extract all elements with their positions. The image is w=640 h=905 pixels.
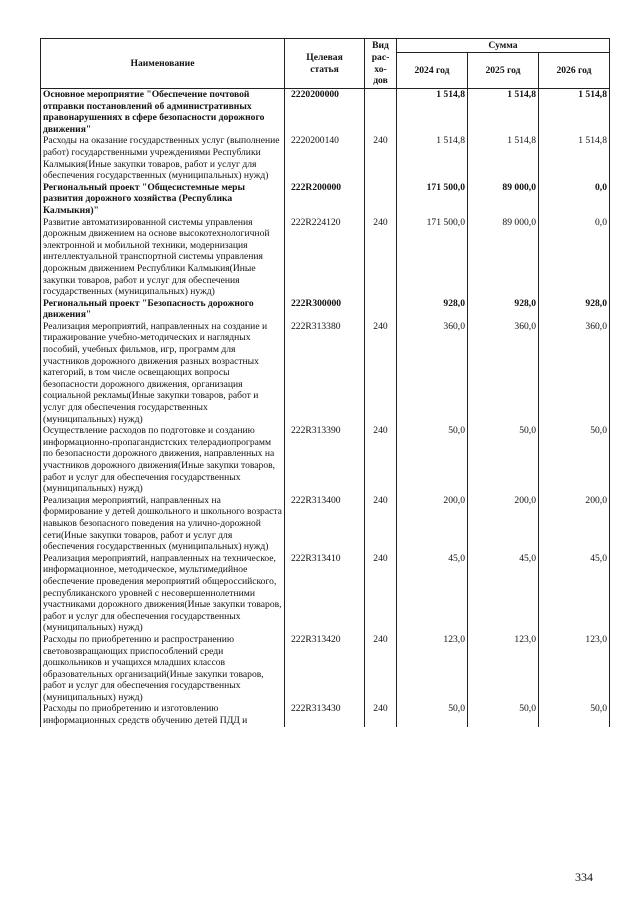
row-target-article: 222R313420 — [285, 634, 365, 704]
table-row — [41, 634, 610, 704]
row-amount-2024: 1 514,8 — [397, 135, 468, 181]
row-name: Развитие автоматизированной системы управления дорожным движением на основе высокотехнологичной электронной и мобильной техники, модернизация интеллектуальной транспортной системы управления дорожным движением Республики Калмыкия(Иные закупки товаров, работ и услуг для обеспечения государственных (муниципальных) нужд) — [41, 217, 285, 298]
row-name: Основное мероприятие "Обеспечение почтовой отправки постановлений об административных правонарушениях в сфере безопасности дорожного движения" — [41, 89, 285, 136]
row-amount-2026: 1 514,8 — [539, 135, 610, 181]
row-expense-kind: 240 — [365, 321, 397, 425]
header-target-line2: статья — [310, 63, 339, 75]
row-expense-kind: 240 — [365, 217, 397, 298]
row-amount-2024: 360,0 — [397, 321, 468, 425]
header-expense-kind — [365, 39, 397, 89]
row-amount-2024: 171 500,0 — [397, 217, 468, 298]
header-target-line1: Целевая — [306, 51, 343, 63]
page-number: 334 — [575, 870, 593, 884]
row-target-article: 2220200140 — [285, 135, 365, 181]
row-expense-kind: 240 — [365, 703, 397, 726]
table-row — [41, 321, 610, 425]
row-target-article: 222R313400 — [285, 495, 365, 553]
header-year-2026: 2026 год — [539, 53, 610, 89]
row-expense-kind: 240 — [365, 553, 397, 634]
header-kind-line1: Вид — [372, 40, 389, 52]
table-row — [41, 553, 610, 634]
row-target-article: 222R313380 — [285, 321, 365, 425]
row-amount-2026: 928,0 — [539, 298, 610, 321]
budget-table — [40, 38, 610, 727]
header-name: Наименование — [41, 39, 285, 89]
row-amount-2026: 123,0 — [539, 634, 610, 704]
row-expense-kind — [365, 182, 397, 217]
table-row — [41, 425, 610, 495]
row-amount-2025: 89 000,0 — [468, 182, 539, 217]
row-amount-2024: 50,0 — [397, 703, 468, 726]
row-amount-2026: 1 514,8 — [539, 89, 610, 136]
row-name: Расходы по приобретению и изготовлению информационных средств обучению детей ПДД и — [41, 703, 285, 726]
row-amount-2026: 0,0 — [539, 182, 610, 217]
header-kind-line2: рас- — [371, 51, 390, 63]
table-row — [41, 298, 610, 321]
row-amount-2025: 1 514,8 — [468, 89, 539, 136]
row-target-article: 222R313390 — [285, 425, 365, 495]
row-amount-2025: 1 514,8 — [468, 135, 539, 181]
row-expense-kind — [365, 298, 397, 321]
row-amount-2026: 200,0 — [539, 495, 610, 553]
table-row — [41, 135, 610, 181]
table-row — [41, 703, 610, 726]
row-amount-2024: 50,0 — [397, 425, 468, 495]
header-kind-line3: хо- — [374, 63, 387, 75]
row-amount-2025: 45,0 — [468, 553, 539, 634]
row-amount-2026: 50,0 — [539, 703, 610, 726]
row-amount-2024: 200,0 — [397, 495, 468, 553]
row-amount-2025: 928,0 — [468, 298, 539, 321]
row-amount-2024: 123,0 — [397, 634, 468, 704]
row-amount-2024: 1 514,8 — [397, 89, 468, 136]
row-amount-2025: 123,0 — [468, 634, 539, 704]
row-name: Реализация мероприятий, направленных на создание и тиражирование учебно-методических и наглядных пособий, учебных фильмов, игр, программ для участников дорожного движения разных возрастных категорий, в том числе освещающих вопросы безопасности дорожного движения, организация социальной рекламы(Иные закупки товаров, работ и услуг для обеспечения государственных (муниципальных) нужд) — [41, 321, 285, 425]
row-name: Расходы на оказание государственных услуг (выполнение работ) государственными учреждениями Республики Калмыкия(Иные закупки товаров, работ и услуг для обеспечения государственных (муниципальных) нужд) — [41, 135, 285, 181]
header-target-article — [285, 39, 365, 89]
table-row — [41, 217, 610, 298]
row-expense-kind: 240 — [365, 495, 397, 553]
row-expense-kind: 240 — [365, 425, 397, 495]
row-amount-2025: 89 000,0 — [468, 217, 539, 298]
row-name: Реализация мероприятий, направленных на формирование у детей дошкольного и школьного возраста навыков безопасного поведения на улично-дорожной сети(Иные закупки товаров, работ и услуг для обеспечения государственных (муниципальных) нужд) — [41, 495, 285, 553]
row-amount-2024: 45,0 — [397, 553, 468, 634]
row-target-article: 222R200000 — [285, 182, 365, 217]
row-amount-2026: 50,0 — [539, 425, 610, 495]
table-row — [41, 89, 610, 136]
table-row — [41, 495, 610, 553]
row-name: Осуществление расходов по подготовке и созданию информационно-пропагандистских телерадиопрограмм по безопасности дорожного движения, направленных на участников дорожного движения(Иные закупки товаров, работ и услуг для обеспечения государственных (муниципальных) нужд) — [41, 425, 285, 495]
row-expense-kind: 240 — [365, 634, 397, 704]
table-body — [41, 89, 610, 727]
row-target-article: 222R300000 — [285, 298, 365, 321]
row-name: Региональный проект "Безопасность дорожного движения" — [41, 298, 285, 321]
row-amount-2025: 50,0 — [468, 425, 539, 495]
header-sum: Сумма — [397, 39, 610, 53]
row-amount-2024: 928,0 — [397, 298, 468, 321]
row-name: Реализация мероприятий, направленных на техническое, информационное, методическое, мультимедийное обеспечение проведения мероприятий общероссийского, республиканского уровней с несовершеннолетними участниками дорожного движения(Иные закупки товаров, работ и услуг для обеспечения государственных (муниципальных) нужд) — [41, 553, 285, 634]
row-target-article: 2220200000 — [285, 89, 365, 136]
row-amount-2025: 200,0 — [468, 495, 539, 553]
row-target-article: 222R224120 — [285, 217, 365, 298]
row-name: Региональный проект "Общесистемные меры развития дорожного хозяйства (Республика Калмыкия)" — [41, 182, 285, 217]
header-year-2025: 2025 год — [468, 53, 539, 89]
row-expense-kind — [365, 89, 397, 136]
header-kind-line4: дов — [373, 75, 388, 87]
budget-table-page — [40, 38, 609, 727]
row-target-article: 222R313410 — [285, 553, 365, 634]
header-year-2024: 2024 год — [397, 53, 468, 89]
row-expense-kind: 240 — [365, 135, 397, 181]
row-name: Расходы по приобретению и распространению световозвращающих приспособлений среди дошкольников и учащихся младших классов образовательных организаций(Иные закупки товаров, работ и услуг для обеспечения государственных (муниципальных) нужд) — [41, 634, 285, 704]
row-amount-2026: 0,0 — [539, 217, 610, 298]
row-amount-2026: 45,0 — [539, 553, 610, 634]
row-amount-2026: 360,0 — [539, 321, 610, 425]
table-row — [41, 182, 610, 217]
row-target-article: 222R313430 — [285, 703, 365, 726]
row-amount-2024: 171 500,0 — [397, 182, 468, 217]
row-amount-2025: 50,0 — [468, 703, 539, 726]
table-header — [41, 39, 610, 89]
row-amount-2025: 360,0 — [468, 321, 539, 425]
